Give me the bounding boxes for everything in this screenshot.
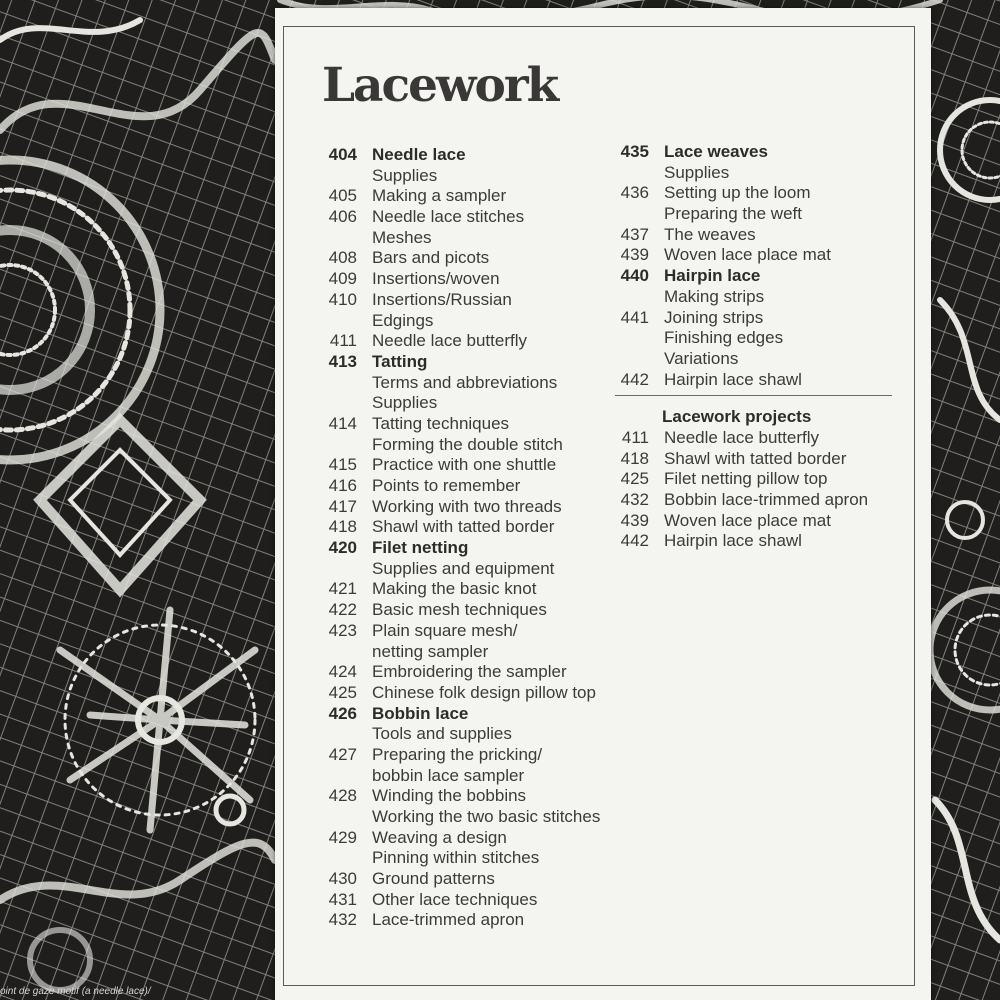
entry-title: Plain square mesh/ xyxy=(372,620,518,640)
page-number: 437 xyxy=(620,224,649,244)
page-number: 411 xyxy=(329,331,357,351)
entry-title: Other lace techniques xyxy=(372,889,538,909)
entry-title: Winding the bobbins xyxy=(372,786,527,806)
section-divider xyxy=(615,395,892,396)
page-number: 409 xyxy=(328,269,357,289)
entry-title: Working with two threads xyxy=(372,496,562,516)
page-number: 432 xyxy=(620,490,649,510)
entry-title: Making a sampler xyxy=(372,186,507,206)
entry-title: Practice with one shuttle xyxy=(372,455,557,475)
entry-title: Making strips xyxy=(664,286,765,306)
entry-title: Needle lace xyxy=(372,145,466,164)
entry-title: netting sampler xyxy=(372,641,489,661)
page-number: 423 xyxy=(328,620,357,640)
entry-title: Tatting techniques xyxy=(372,413,510,433)
entry-title: Insertions/woven xyxy=(372,269,500,289)
entry-title: Filet netting xyxy=(372,538,469,558)
entry-title: Tatting xyxy=(372,351,428,371)
entry-title: Needle lace butterfly xyxy=(664,428,819,447)
page-number: 439 xyxy=(620,245,649,265)
page-number: 418 xyxy=(328,517,357,537)
projects-heading: Lacework projects xyxy=(662,407,812,426)
page-number: 410 xyxy=(328,289,357,309)
entry-title: Supplies xyxy=(372,165,438,185)
entry-title: Lace weaves xyxy=(664,142,768,161)
entry-title: Needle lace butterfly xyxy=(372,331,527,351)
page-number: 422 xyxy=(328,600,357,620)
entry-title: Terms and abbreviations xyxy=(372,372,558,392)
page-number: 404 xyxy=(328,145,357,164)
page-number: 431 xyxy=(328,889,357,909)
page-number: 428 xyxy=(328,786,357,806)
entry-title: The weaves xyxy=(664,224,756,244)
photo-caption: oint de gaze motif (a needle lace)/ xyxy=(0,986,151,997)
page-number: 426 xyxy=(328,703,357,723)
page-number: 425 xyxy=(620,469,649,489)
entry-title: Supplies xyxy=(664,162,730,182)
page-number: 411 xyxy=(621,428,649,447)
entry-title: Hairpin lace shawl xyxy=(664,531,802,551)
entry-title: Ground patterns xyxy=(372,869,495,889)
entry-title: Bobbin lace xyxy=(372,703,469,723)
entry-title: Forming the double stitch xyxy=(372,434,563,454)
page-number: 430 xyxy=(328,869,357,889)
entry-title: Filet netting pillow top xyxy=(664,469,828,489)
entry-title: Joining strips xyxy=(664,307,764,327)
entry-title: Lace-trimmed apron xyxy=(372,910,525,930)
page-number: 440 xyxy=(620,266,649,286)
entry-title: Preparing the pricking/ xyxy=(372,744,543,764)
page-number: 435 xyxy=(620,142,649,161)
page-number: 441 xyxy=(620,307,649,327)
entry-title: Weaving a design xyxy=(372,827,507,847)
entry-title: Tools and supplies xyxy=(372,724,512,744)
entry-title: Needle lace stitches xyxy=(372,207,525,227)
entry-title: Shawl with tatted border xyxy=(664,448,847,468)
contents-panel xyxy=(275,8,931,1000)
page-number: 405 xyxy=(328,186,357,206)
entry-title: Working the two basic stitches xyxy=(372,807,601,826)
page-title: Lacework xyxy=(322,58,558,113)
entry-title: Points to remember xyxy=(372,476,521,495)
page-number: 424 xyxy=(328,662,357,682)
entry-title: Meshes xyxy=(372,227,432,247)
page-number: 442 xyxy=(620,531,649,551)
entry-title: Woven lace place mat xyxy=(664,510,831,530)
entry-title: Pinning within stitches xyxy=(372,848,540,868)
page-number: 416 xyxy=(328,476,357,495)
entry-title: Finishing edges xyxy=(664,328,784,348)
page-number: 442 xyxy=(620,369,649,389)
page-number: 425 xyxy=(328,682,357,702)
page-number: 414 xyxy=(328,413,357,433)
entry-title: Hairpin lace shawl xyxy=(664,369,802,389)
page-number: 429 xyxy=(328,827,357,847)
page-number: 408 xyxy=(328,248,357,268)
entry-title: Making the basic knot xyxy=(372,579,537,599)
page-number: 421 xyxy=(328,579,357,599)
page-number: 420 xyxy=(328,538,357,558)
page-number: 427 xyxy=(328,744,357,764)
entry-title: Basic mesh techniques xyxy=(372,600,547,620)
page-number: 417 xyxy=(328,496,357,516)
entry-title: Hairpin lace xyxy=(664,266,761,286)
entry-title: Chinese folk design pillow top xyxy=(372,682,596,702)
entry-title: Preparing the weft xyxy=(664,204,802,224)
entry-title: Supplies xyxy=(372,393,438,413)
entry-title: Embroidering the sampler xyxy=(372,662,567,682)
page-number: 432 xyxy=(328,910,357,930)
entry-title: Supplies and equipment xyxy=(372,558,555,578)
entry-title: Insertions/Russian xyxy=(372,289,512,309)
entry-title: Setting up the loom xyxy=(664,183,811,203)
entry-title: Variations xyxy=(664,348,739,368)
page-number: 436 xyxy=(620,183,649,203)
page-number: 415 xyxy=(328,455,357,475)
entry-title: Bars and picots xyxy=(372,248,490,268)
entry-title: Edgings xyxy=(372,310,434,330)
page-number: 418 xyxy=(620,448,649,468)
entry-title: Woven lace place mat xyxy=(664,245,831,265)
entry-title: Bobbin lace-trimmed apron xyxy=(664,490,869,510)
page-number: 439 xyxy=(620,510,649,530)
entry-title: Shawl with tatted border xyxy=(372,517,555,537)
page-number: 413 xyxy=(328,351,357,371)
entry-title: bobbin lace sampler xyxy=(372,765,525,785)
page-number: 406 xyxy=(328,207,357,227)
